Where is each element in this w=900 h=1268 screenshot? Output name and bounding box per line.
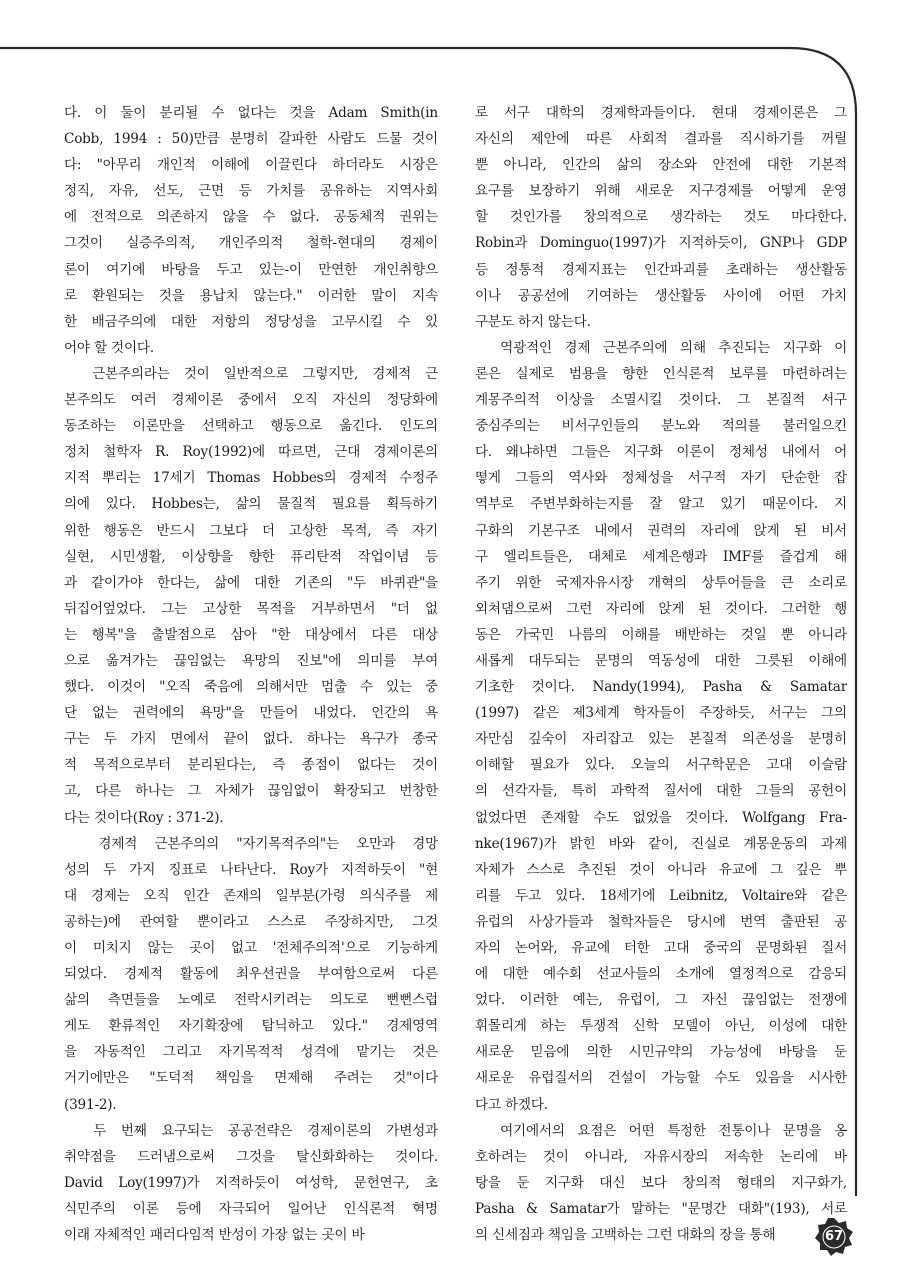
text-line: Robin과 Dominguo(1997)가 지적하듯이, GNP나 GDP bbox=[475, 235, 847, 252]
text-line: 게도 환류적인 자기확장에 탐닉하고 있다." 경제영역 bbox=[64, 1018, 438, 1035]
text-line: 성의 두 가지 징표로 나타난다. Roy가 지적하듯이 "현 bbox=[64, 861, 438, 878]
text-line: 요구를 보장하기 위해 새로운 지구경제를 어떻게 운영 bbox=[475, 183, 847, 200]
text-line: 자체가 스스로 추진된 것이 아니라 유교에 그 깊은 뿌 bbox=[475, 861, 847, 878]
text-line: 리를 두고 있다. 18세기에 Leibnitz, Voltaire와 같은 bbox=[475, 887, 847, 904]
text-line: 뿐 아니라, 인간의 삶의 장소와 안전에 대한 기본적 bbox=[475, 157, 847, 174]
text-line: 어야 할 것이다. bbox=[64, 339, 154, 356]
text-line: 여기에서의 요점은 어떤 특정한 전통이나 문명을 옹 bbox=[475, 1122, 847, 1139]
text-line: 삶의 측면들을 노예로 전락시키려는 의도로 뻔뻔스럽 bbox=[64, 992, 438, 1009]
text-line: 이나 공공선에 기여하는 생산활동 사이에 어떤 가치 bbox=[475, 287, 847, 304]
text-line: 에 전적으로 의존하지 않을 수 없다. 공동체적 권위는 bbox=[64, 209, 438, 226]
text-line: 단 없는 권력에의 욕망"을 만들어 내었다. 인간의 욕 bbox=[64, 705, 438, 722]
text-line: 구 엘리트들은, 대체로 세계은행과 IMF를 즐겁게 해 bbox=[475, 548, 847, 565]
text-line: 의 신세짐과 책임을 고백하는 그런 대화의 장을 통해 bbox=[475, 1227, 776, 1244]
left-column bbox=[64, 100, 438, 1248]
text-line: 유럽의 사상가들과 철학자들은 당시에 번역 출판된 공 bbox=[475, 913, 847, 930]
text-line: 새롭게 대두되는 문명의 역동성에 대한 그릇된 이해에 bbox=[475, 652, 847, 669]
text-line: 두 번째 요구되는 공공전략은 경제이론의 가변성과 bbox=[64, 1122, 438, 1139]
text-line: 위한 행동은 반드시 그보다 더 고상한 목적, 즉 자기 bbox=[64, 522, 438, 539]
text-line: David Loy(1997)가 지적하듯이 여성학, 문헌연구, 초 bbox=[64, 1174, 438, 1191]
text-line: 취약점을 드러냄으로써 그것을 탈신화화하는 것이다. bbox=[64, 1148, 438, 1165]
text-line: 이 미치지 않는 곳이 없고 '전체주의적'으로 기능하게 bbox=[64, 940, 438, 956]
text-line: 공하는)에 관여할 뿐이라고 스스로 주장하지만, 그것 bbox=[64, 913, 438, 930]
text-line: 했다. 이것이 "오직 죽음에 의해서만 멈출 수 있는 중 bbox=[64, 679, 438, 696]
text-line: 의 선각자들, 특히 과학적 질서에 대한 그들의 공헌이 bbox=[475, 783, 847, 800]
text-line: 근본주의라는 것이 일반적으로 그렇지만, 경제적 근 bbox=[64, 365, 438, 382]
text-line: 새로운 믿음에 의한 시민규약의 가능성에 바탕을 둔 bbox=[475, 1044, 847, 1061]
text-line: 식민주의 이론 등에 자극되어 일어난 인식론적 혁명 bbox=[64, 1200, 438, 1217]
text-line: 자신의 제안에 따른 사회적 결과를 직시하기를 꺼릴 bbox=[475, 131, 847, 148]
text-line: 동은 가국민 나름의 이해를 배반하는 것일 뿐 아니라 bbox=[475, 626, 847, 643]
text-line: 떻게 그들의 역사와 정체성을 서구적 자기 단순한 잡 bbox=[475, 470, 847, 487]
text-line: 새로운 유럽질서의 건설이 가능할 수도 있음을 시사한 bbox=[475, 1070, 847, 1087]
text-line: 거기에만은 "도덕적 책임을 면제해 주려는 것"이다 bbox=[64, 1070, 438, 1087]
text-line: 으로 옮겨가는 끊임없는 욕망의 진보"에 의미를 부여 bbox=[64, 652, 438, 669]
text-line: 에 대한 예수회 선교사들의 소개에 열정적으로 감응되 bbox=[475, 966, 847, 983]
text-line: 뒤집어엎었다. 그는 고상한 목적을 거부하면서 "더 없 bbox=[64, 600, 438, 617]
text-line: 을 자동적인 그리고 자기목적적 성격에 맡기는 것은 bbox=[64, 1044, 438, 1061]
text-line: 다: "아무리 개인적 이해에 이끌린다 하더라도 시장은 bbox=[64, 157, 438, 174]
text-line: 과 같이가야 한다는, 삶에 대한 기존의 "두 바퀴관"을 bbox=[64, 574, 438, 591]
text-line: 의에 있다. Hobbes는, 삶의 물질적 필요를 획득하기 bbox=[64, 496, 438, 513]
text-line: 로 서구 대학의 경제학과들이다. 현대 경제이론은 그 bbox=[475, 105, 847, 121]
text-line: 중심주의는 비서구인들의 분노와 적의를 불러일으킨 bbox=[475, 418, 847, 435]
text-line: Pasha & Samatar가 말하는 "문명간 대화"(193), 서로 bbox=[475, 1200, 847, 1217]
text-line: (391-2). bbox=[64, 1096, 117, 1113]
text-line: 론은 실제로 범용을 향한 인식론적 보루를 마련하려는 bbox=[475, 365, 847, 382]
text-line: 한 배금주의에 대한 저항의 정당성을 고무시킬 수 있 bbox=[64, 313, 438, 330]
text-line: 호하려는 것이 아니라, 자유시장의 저속한 논리에 바 bbox=[475, 1148, 847, 1165]
text-line: 다. 왜냐하면 그들은 지구화 이론이 정체성 내에서 어 bbox=[475, 444, 847, 461]
text-line: 구분도 하지 않는다. bbox=[475, 313, 591, 330]
text-line: 주기 위한 국제자유시장 개혁의 상투어들을 큰 소리로 bbox=[475, 574, 847, 591]
text-line: 실현, 시민생활, 이상향을 향한 퓨리탄적 작업이념 등 bbox=[64, 548, 438, 565]
right-column bbox=[475, 100, 847, 1248]
text-line: 등 정통적 경제지표는 인간파괴를 초래하는 생산활동 bbox=[475, 261, 847, 278]
text-line: 다고 하겠다. bbox=[475, 1096, 548, 1113]
text-line: (1997) 같은 제3세계 학자들이 주장하듯, 서구는 그의 bbox=[475, 705, 847, 722]
text-line: 대 경제는 오직 인간 존재의 일부분(가령 의식주를 제 bbox=[64, 887, 438, 904]
text-line: 정직, 자유, 선도, 근면 등 가치를 공유하는 지역사회 bbox=[64, 183, 438, 200]
text-line: 는 행복"을 출발점으로 삼아 "한 대상에서 다른 대상 bbox=[64, 626, 438, 643]
text-line: 되었다. 경제적 활동에 최우선권을 부여함으로써 다른 bbox=[64, 966, 438, 983]
page-number: 67 bbox=[824, 1229, 844, 1244]
text-line: 동조하는 이론만을 선택하고 행동으로 옮긴다. 인도의 bbox=[64, 418, 438, 435]
text-line: 적 목적으로부터 분리된다는, 즉 종점이 없다는 것이 bbox=[64, 757, 438, 774]
text-line: 이래 자체적인 패러다임적 반성이 가장 없는 곳이 바 bbox=[64, 1227, 365, 1244]
text-line: 로 환원되는 것을 용납치 않는다." 이러한 말이 지속 bbox=[64, 287, 438, 304]
text-line: 탕을 둔 지구화 대신 보다 창의적 형태의 지구화가, bbox=[475, 1174, 847, 1191]
text-line: 기초한 것이다. Nandy(1994), Pasha & Samatar bbox=[475, 679, 847, 696]
text-line: 없었다면 존재할 수도 없었을 것이다. Wolfgang Fra- bbox=[475, 809, 847, 826]
text-line: 자만심 깊숙이 자리잡고 있는 본질적 의존성을 분명히 bbox=[475, 731, 847, 748]
text-line: 구화의 기본구조 내에서 권력의 자리에 앉게 된 비서 bbox=[475, 522, 847, 539]
text-line: 할 것인가를 창의적으로 생각하는 것도 마다한다. bbox=[475, 209, 847, 226]
text-line: 었다. 이러한 예는, 유럽이, 그 자신 끊임없는 전쟁에 bbox=[475, 992, 847, 1009]
text-line: 외쳐댐으로써 그런 자리에 앉게 된 것이다. 그러한 행 bbox=[475, 600, 847, 617]
text-line: 이해할 필요가 있다. 오늘의 서구학문은 고대 이슬람 bbox=[475, 757, 847, 774]
text-line: 계몽주의적 이상을 소멸시킬 것이다. 그 본질적 서구 bbox=[475, 392, 847, 409]
text-line: nke(1967)가 밝힌 바와 같이, 진실로 계몽운동의 과제 bbox=[475, 835, 847, 852]
text-line: 구는 두 가지 면에서 끝이 없다. 하나는 욕구가 종국 bbox=[64, 731, 438, 748]
text-line: 역부로 주변부화하는지를 잘 알고 있기 때문이다. 지 bbox=[475, 496, 847, 513]
text-line: 고, 다른 하나는 그 자체가 끊임없이 확장되고 번창한 bbox=[64, 783, 438, 800]
text-line: 휘몰리게 하는 투쟁적 신학 모델이 아닌, 이성에 대한 bbox=[475, 1018, 847, 1035]
text-line: 정치 철학자 R. Roy(1992)에 따르면, 근대 경제이론의 bbox=[64, 444, 438, 461]
text-line: 본주의도 여러 경제이론 중에서 오직 자신의 정당화에 bbox=[64, 392, 438, 409]
text-line: 그것이 실증주의적, 개인주의적 철학-현대의 경제이 bbox=[64, 235, 438, 252]
text-line: 다는 것이다(Roy : 371-2). bbox=[64, 809, 224, 826]
text-line: 지적 뿌리는 17세기 Thomas Hobbes의 경제적 수정주 bbox=[64, 470, 438, 487]
text-line: Cobb, 1994 : 50)만큼 분명히 갈파한 사람도 드물 것이 bbox=[64, 131, 438, 148]
text-line: 다. 이 둘이 분리될 수 없다는 것을 Adam Smith(in bbox=[64, 105, 438, 121]
text-line: 역광적인 경제 근본주의에 의해 추진되는 지구화 이 bbox=[475, 339, 847, 356]
text-line: 자의 논어와, 유교에 터한 고대 중국의 문명화된 질서 bbox=[475, 940, 847, 956]
text-line: 론이 여기에 바탕을 두고 있는-이 만연한 개인취향으 bbox=[64, 261, 438, 278]
text-line: 경제적 근본주의의 "자기목적주의"는 오만과 경망 bbox=[64, 835, 438, 852]
